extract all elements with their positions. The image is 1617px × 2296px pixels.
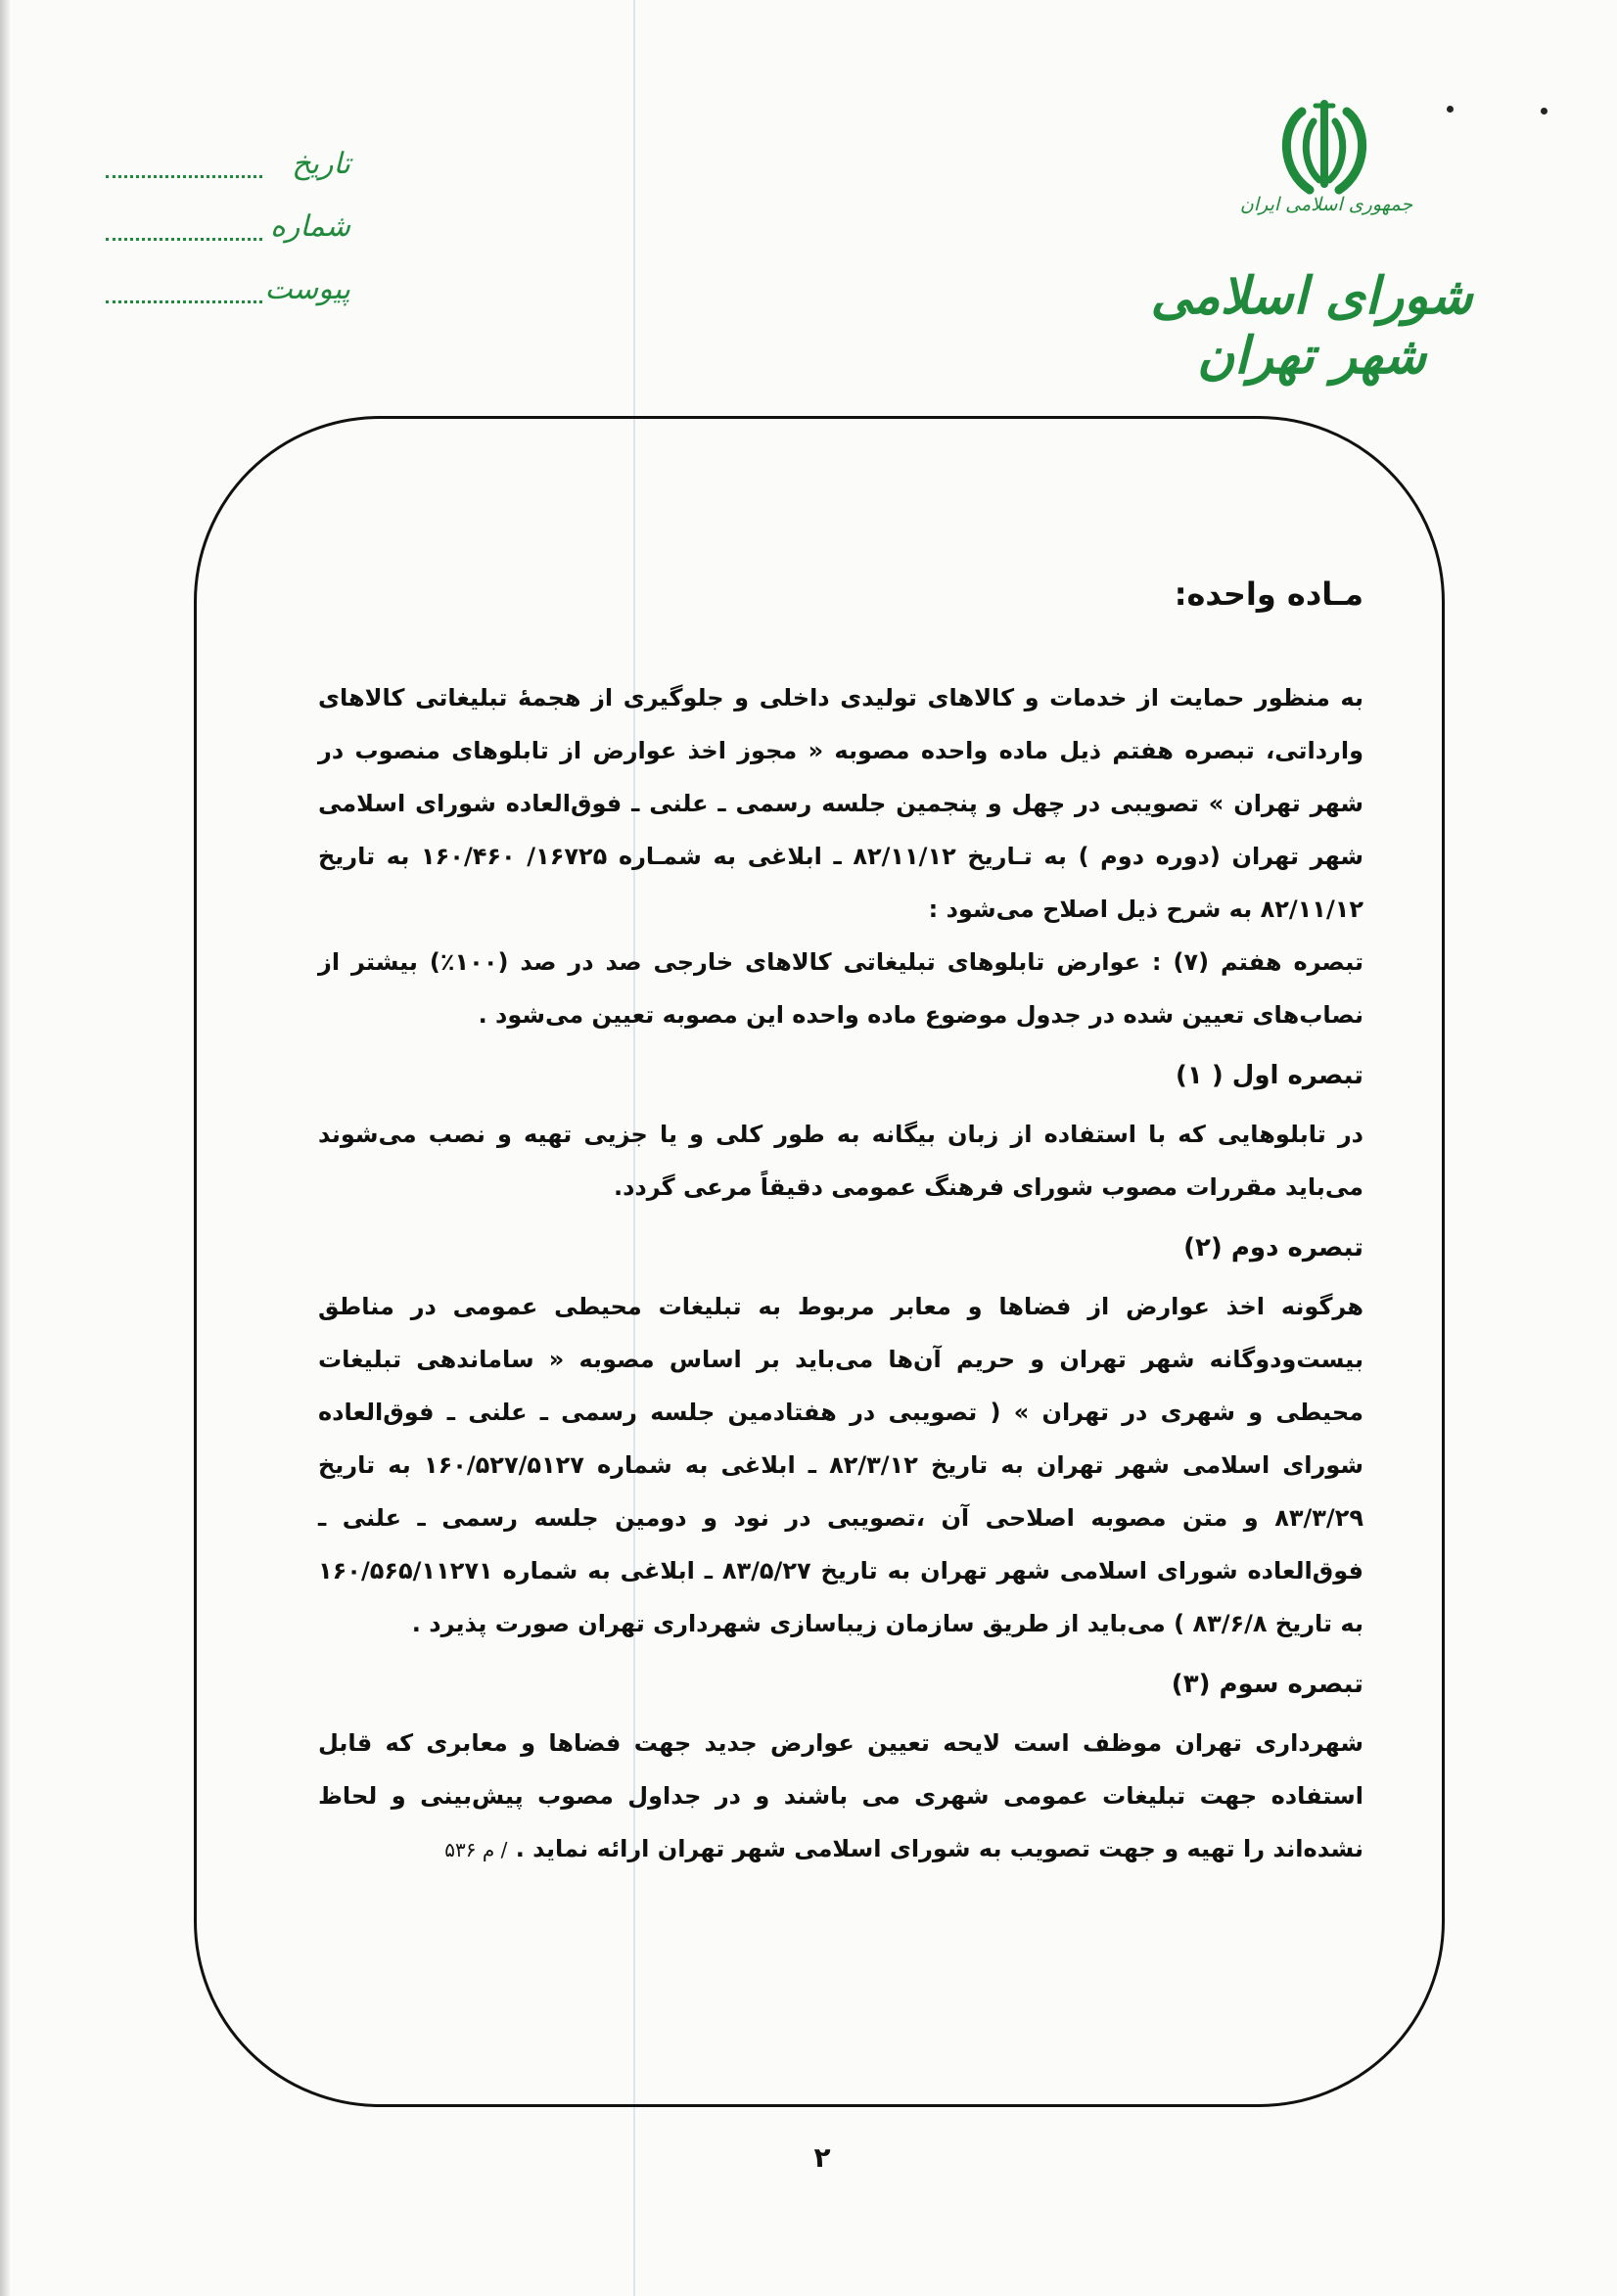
note-3-block xyxy=(318,1717,1363,1876)
note-seven-paragraph: تبصره هفتم (۷) : عوارض تابلوهای تبلیغاتی کالاهای خارجی صد در صد (۱۰۰٪) بیشتر از نصاب‌های تعیین شده در جدول موضوع ماده واحده این مصوبه تعیین می‌شود . xyxy=(318,948,1364,1029)
reference-code: / م ۵۳۶ xyxy=(444,1838,508,1861)
number-field xyxy=(106,209,350,251)
date-field xyxy=(106,147,350,188)
republic-name: جمهوری اسلامی ایران xyxy=(1239,194,1413,215)
note-2-text: هرگونه اخذ عوارض از فضاها و معابر مربوط به تبلیغات محیطی عمومی در مناطق بیست‌ودوگانه شهر تهران و حریم آن‌ها می‌باید بر اساس مصوبه « ساماندهی تبلیغات محیطی و شهری در تهران » ( تصویبی در هفتادمین جلسه رسمی ـ علنی ـ فوق‌العاده شورای اسلامی شهر تهران به تاریخ ۸۲/۳/۱۲ ـ ابلاغی به شماره ۱۶۰/۵۲۷/۵۱۲۷ به تاریخ ۸۳/۳/۲۹ و متن مصوبه اصلاحی آن ،تصویبی در نود و دومین جلسه رسمی ـ علنی ـ فوق‌العاده شورای اسلامی شهر تهران به تاریخ ۸۳/۵/۲۷ ـ ابلاغی به شماره ۱۶۰/۵۶۵/۱۱۲۷۱ به تاریخ ۸۳/۶/۸ ) می‌باید از طریق سازمان زیباسازی شهرداری تهران صورت پذیرد . xyxy=(318,1293,1363,1637)
number-blank-line xyxy=(106,238,262,241)
resolution-body xyxy=(318,568,1363,1876)
date-blank-line xyxy=(106,175,262,178)
attachment-blank-line xyxy=(106,300,262,303)
article-title: مـاده واحده: xyxy=(1174,575,1363,613)
attachment-label: پیوست xyxy=(264,272,350,306)
scan-speck xyxy=(1447,106,1454,113)
note-2-heading: تبصره دوم (۲) xyxy=(1183,1233,1363,1263)
number-label: شماره xyxy=(270,209,350,244)
note-3-heading: تبصره سوم (۳) xyxy=(1171,1670,1363,1699)
intro-paragraph: به منظور حمایت از خدمات و کالاهای تولیدی داخلی و جلوگیری از هجمۀ تبلیغاتی کالاهای وارداتی، تبصره هفتم ذیل ماده واحده مصوبه « مجوز اخذ عوارض از تابلوهای منصوب در شهر تهران » تصویبی در چهل و پنجمین جلسه رسمی ـ علنی ـ فوق‌العاده شورای اسلامی شهر تهران (دوره دوم ) به تـاریخ ۸۲/۱۱/۱۲ ـ ابلاغی به شمـاره ۱۶۷۲۵/ ۱۶۰/۴۶۰ به تاریخ ۸۲/۱۱/۱۲ به شرح ذیل اصلاح می‌شود : xyxy=(318,684,1363,923)
scan-speck xyxy=(1541,108,1548,115)
scan-edge xyxy=(0,0,10,2296)
iran-emblem-icon xyxy=(1272,98,1376,200)
attachment-field xyxy=(106,272,350,313)
council-name: شورای اسلامی شهر تهران xyxy=(1150,266,1473,386)
page-number: ۲ xyxy=(813,2141,831,2174)
note-1-text: در تابلوهایی که با استفاده از زبان بیگانه به طور کلی و یا جزیی تهیه و نصب می‌شوند می‌باید مقررات مصوب شورای فرهنگ عمومی دقیقاً مرعی گردد. xyxy=(318,1121,1363,1201)
date-label: تاریخ xyxy=(292,147,350,181)
note-3-text: شهرداری تهران موظف است لایحه تعیین عوارض جدید جهت فضاها و معابری که قابل استفاده جهت تبلیغات عمومی شهری می باشند و در جداول مصوب پیش‌بینی و لحاظ نشده‌اند را تهیه و جهت تصویب به شورای اسلامی شهر تهران ارائه نماید . xyxy=(318,1729,1363,1862)
note-1-heading: تبصره اول ( ۱) xyxy=(1176,1061,1363,1090)
